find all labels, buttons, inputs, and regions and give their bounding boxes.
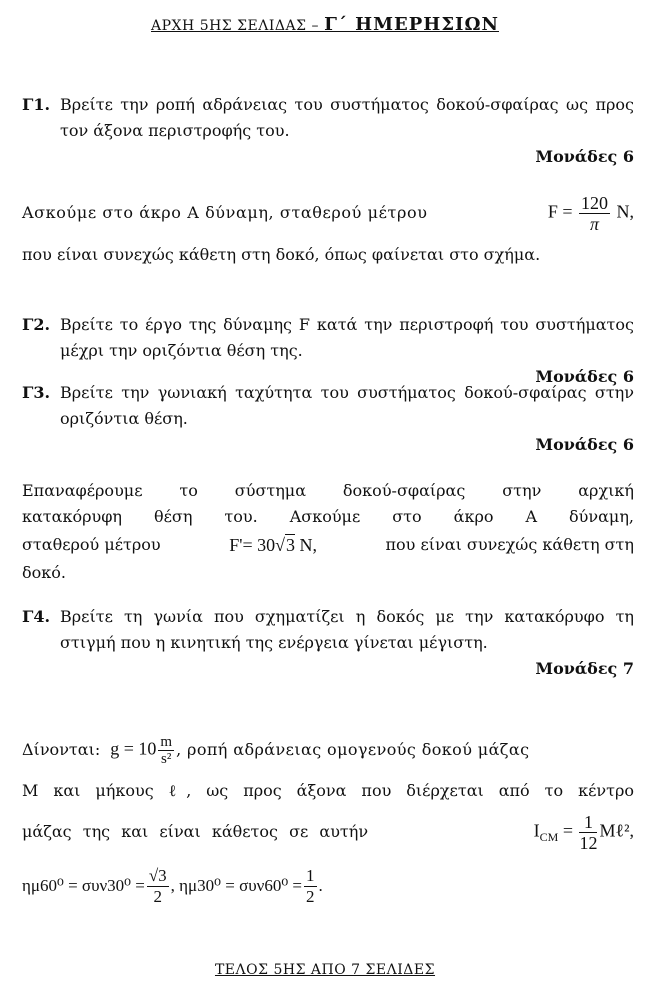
force-prime-formula: F'= 30√3 N,	[229, 535, 317, 555]
given-line-2: Μ και μήκους ℓ, ως προς άξονα που διέρχεται από το κέντρο	[22, 781, 634, 800]
question-label: Γ4.	[22, 607, 51, 626]
given-line-3: μάζας της και είναι κάθετος σε αυτήν $I_{CM}$ = $\frac{1}{12}$ Mℓ²,	[22, 811, 634, 853]
question-label: Γ3.	[22, 383, 51, 402]
given-line-1: Δίνονται: g = 10 $\frac{m}{\text{s²}}$ , ροπή αδράνειας ομογενούς δοκού μάζας	[22, 733, 530, 767]
intro2-line-3: σταθερού μέτρου F'= 30√3 N, που είναι συνεχώς κάθετη στη	[22, 530, 634, 560]
header-exam-type: Γ΄ ΗΜΕΡΗΣΙΩΝ	[324, 14, 499, 35]
question-text: Βρείτε το έργο της δύναμης F κατά την περιστροφή του συστήματος μέχρι την οριζόντια θέση της.	[60, 315, 634, 360]
question-g4	[22, 604, 634, 682]
question-text: Βρείτε την ροπή αδράνειας του συστήματος δοκού-σφαίρας ως προς τον άξονα περιστροφής του.	[60, 95, 634, 140]
given-data	[22, 728, 634, 914]
question-marks: Μονάδες 7	[535, 659, 634, 678]
question-marks: Μονάδες 6	[535, 435, 634, 454]
gravity-formula: g = 10 $\frac{m}{\text{s²}}$	[110, 733, 173, 767]
question-g2	[22, 312, 634, 390]
intro-paragraph-1	[22, 188, 634, 268]
question-g3	[22, 380, 634, 458]
force-formula: F = $\frac{120}{\pi}$ N,	[547, 192, 634, 234]
intro-text: Ασκούμε στο άκρο Α δύναμη, σταθερού μέτρου	[22, 203, 428, 222]
intro2-line-1: Επαναφέρουμε το σύστημα δοκού-σφαίρας στην αρχική	[22, 481, 634, 500]
question-marks: Μονάδες 6	[535, 367, 634, 386]
question-text: Βρείτε την γωνιακή ταχύτητα του συστήματος δοκού-σφαίρας στην οριζόντια θέση.	[60, 383, 634, 428]
force-fraction: $\frac{120}{\pi}$	[581, 192, 608, 234]
intro-text-continued: που είναι συνεχώς κάθετη στη δοκό, όπως φαίνεται στο σχήμα.	[22, 245, 541, 264]
intro2-line-2: κατακόρυφη θέση του. Ασκούμε στο άκρο Α δύναμη,	[22, 507, 634, 526]
question-marks: Μονάδες 6	[535, 147, 634, 166]
inertia-formula: $I_{CM}$ = $\frac{1}{12}$ Mℓ²,	[533, 811, 634, 853]
question-g1	[22, 92, 634, 170]
page-footer: ΤΕΛΟΣ 5ΗΣ ΑΠΟ 7 ΣΕΛΙΔΕΣ	[214, 962, 436, 978]
intro-paragraph-2	[22, 478, 634, 586]
trig-values: ημ60⁰ = συν30⁰ = $\frac{√3}{2}$ , ημ30⁰ = συν60⁰ = $\frac{1}{2}$ .	[22, 865, 323, 906]
intro2-line-4: δοκό.	[22, 563, 66, 582]
header-page-label: ΑΡΧΗ 5ΗΣ ΣΕΛΙΔΑΣ –	[151, 18, 319, 34]
page-header	[0, 14, 650, 35]
question-label: Γ1.	[22, 95, 51, 114]
given-label: Δίνονται:	[22, 740, 101, 759]
question-label: Γ2.	[22, 315, 51, 334]
question-text: Βρείτε τη γωνία που σχηματίζει η δοκός με την κατακόρυφο τη στιγμή που η κινητική της ενέργεια γίνεται μέγιστη.	[60, 607, 634, 652]
